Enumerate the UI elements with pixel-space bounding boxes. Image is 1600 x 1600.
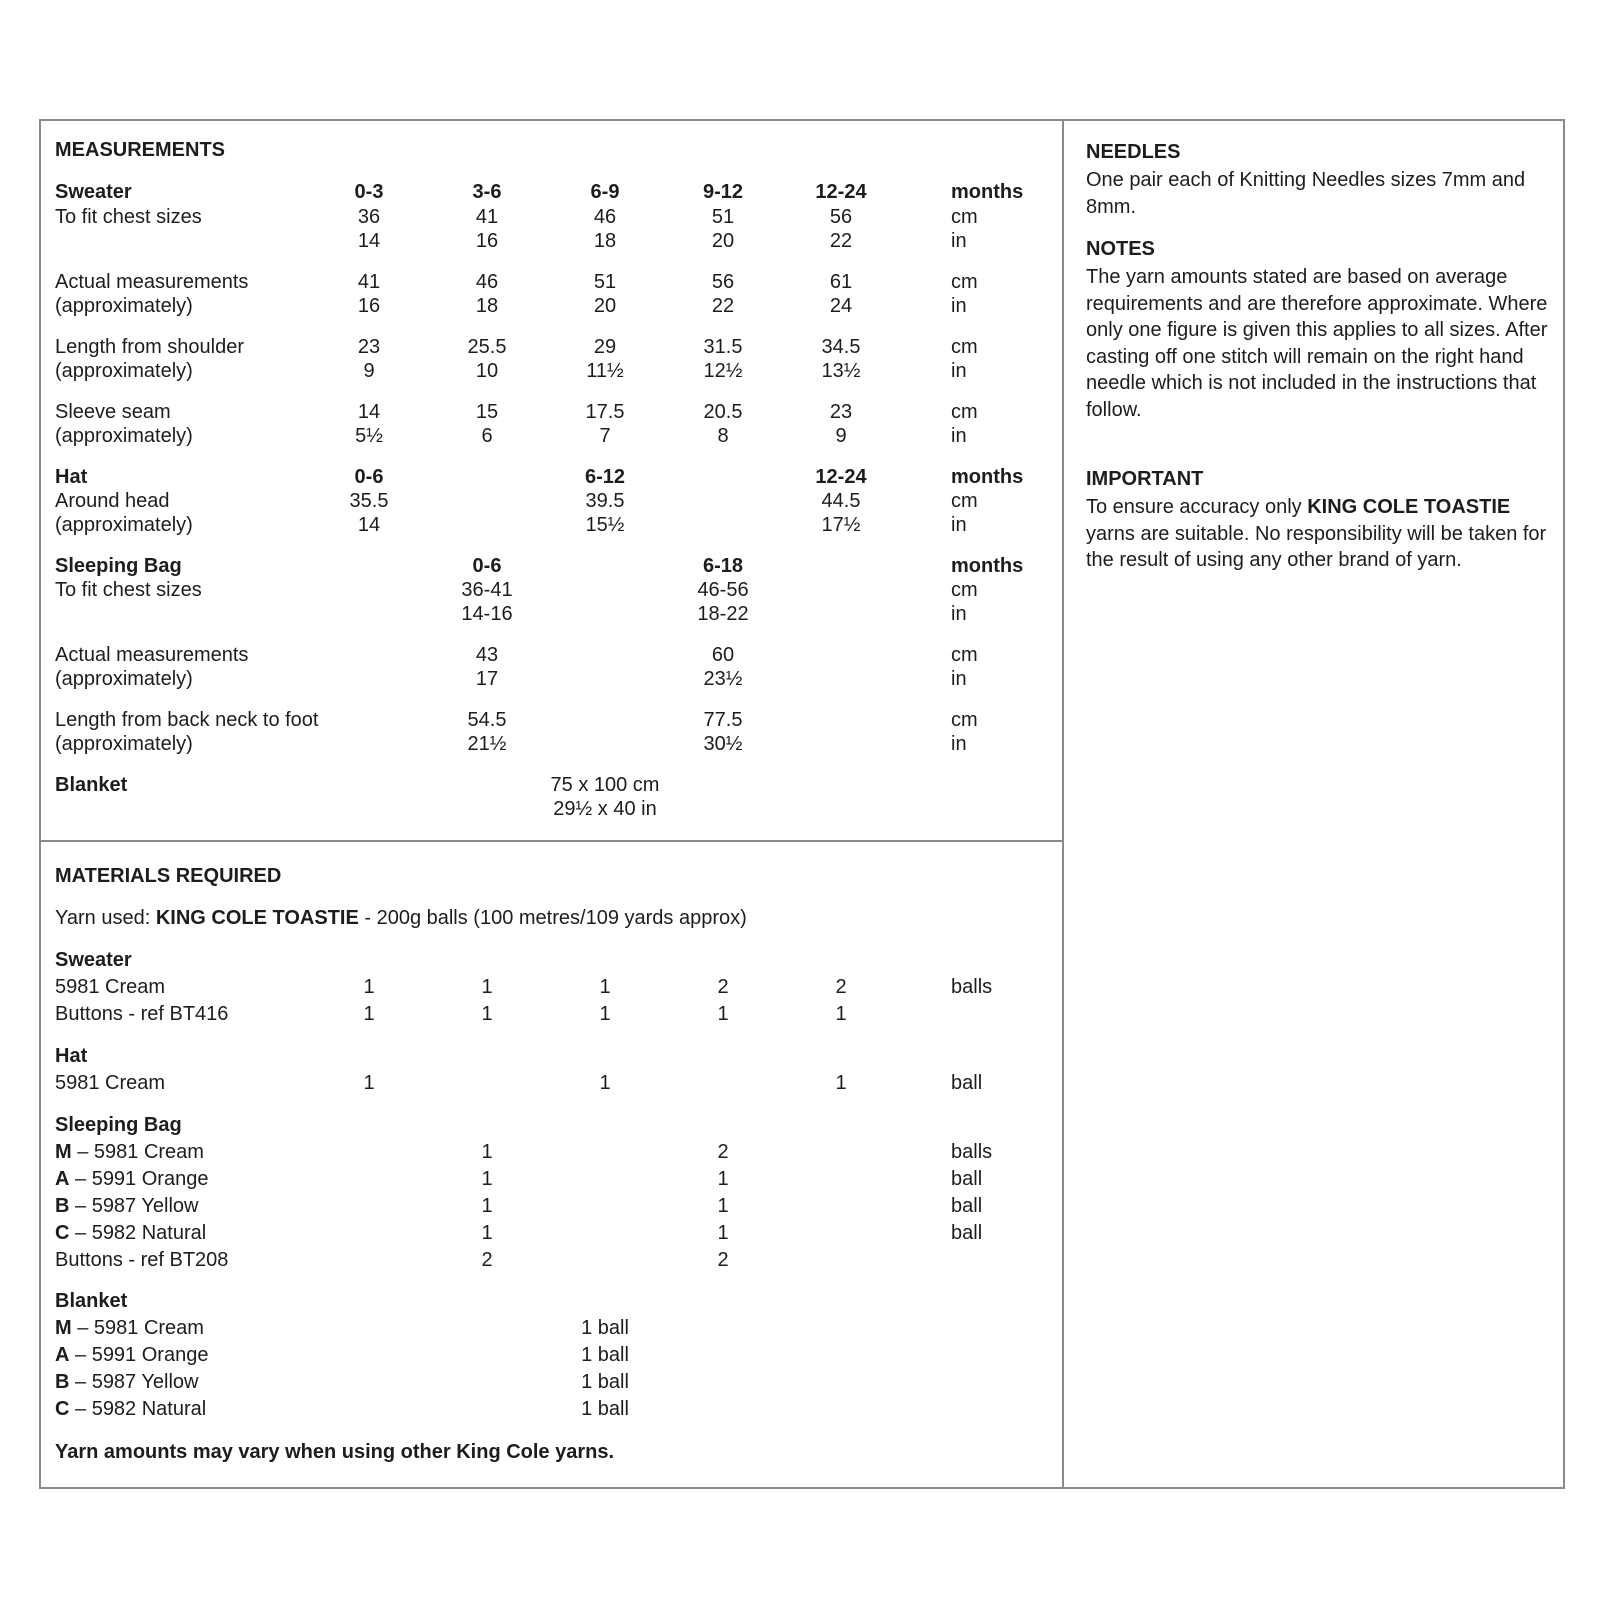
sleeping-bag-size-header: 0-6 xyxy=(472,555,502,577)
table-cell: 2 xyxy=(717,976,729,998)
unit-label: in xyxy=(951,733,967,755)
materials-row-label-text: – 5987 Yellow xyxy=(69,1195,199,1217)
sleeping-bag-chest-label: To fit chest sizes xyxy=(55,579,202,601)
table-cell: 2 xyxy=(835,976,847,998)
table-cell: 1 xyxy=(481,1168,493,1190)
table-cell: 36-41 xyxy=(461,579,513,601)
unit-label: cm xyxy=(951,336,978,358)
sweater-length-label: Length from shoulder xyxy=(55,336,245,358)
table-cell: 11½ xyxy=(586,360,624,382)
table-cell: 1 xyxy=(363,1072,375,1094)
table-cell: 35.5 xyxy=(349,490,389,512)
table-cell: 2 xyxy=(481,1249,493,1271)
table-cell: 1 xyxy=(481,1195,493,1217)
unit-label: ball xyxy=(951,1168,983,1190)
materials-row-label-text: – 5982 Natural xyxy=(69,1398,207,1420)
sweater-size-header: 9-12 xyxy=(702,181,744,203)
important-text-suffix: yarns are suitable. No responsibility will be taken for the result of using any other brand of yarn. xyxy=(1086,522,1547,571)
table-cell: 1 xyxy=(363,976,375,998)
table-cell: 56 xyxy=(711,271,735,293)
table-cell: 41 xyxy=(475,206,499,228)
table-cell: 17½ xyxy=(821,514,861,536)
sleeping-bag-actual-label: Actual measurements xyxy=(55,644,249,666)
table-cell: 8 xyxy=(717,425,729,447)
important-brand: KING COLE TOASTIE xyxy=(1307,496,1511,518)
materials-row-label-text: – 5991 Orange xyxy=(69,1344,209,1366)
blanket-label: Blanket xyxy=(55,774,128,796)
unit-label: ball xyxy=(951,1222,983,1244)
table-cell: 9 xyxy=(835,425,847,447)
table-cell: 2 xyxy=(717,1141,729,1163)
table-cell: 46 xyxy=(475,271,499,293)
materials-row-label xyxy=(55,1343,208,1367)
table-cell: 14-16 xyxy=(461,603,513,625)
sleeping-bag-length-label: Length from back neck to foot xyxy=(55,709,319,731)
table-cell: 1 xyxy=(363,1003,375,1025)
sweater-sleeve-label: Sleeve seam xyxy=(55,401,171,423)
hat-months-label: months xyxy=(951,466,1024,488)
table-cell: 18 xyxy=(475,295,499,317)
table-cell: 46-56 xyxy=(697,579,749,601)
table-cell: 51 xyxy=(593,271,617,293)
table-cell: 16 xyxy=(475,230,499,252)
sweater-label: Sweater xyxy=(55,181,132,203)
table-cell: 1 xyxy=(481,1003,493,1025)
table-cell: 1 xyxy=(717,1003,729,1025)
important-text-prefix: To ensure accuracy only xyxy=(1086,496,1308,518)
materials-row-label-code: B xyxy=(55,1195,70,1217)
table-cell: 34.5 xyxy=(821,336,861,358)
unit-label: ball xyxy=(951,1195,983,1217)
sleeping-bag-size-header: 6-18 xyxy=(702,555,744,577)
materials-row-label xyxy=(55,1370,198,1394)
materials-row-label xyxy=(55,1248,228,1272)
materials-row-label: 5981 Cream xyxy=(55,976,166,998)
unit-label: in xyxy=(951,514,967,536)
column-divider xyxy=(1062,119,1064,1489)
table-cell: 15½ xyxy=(585,514,625,536)
materials-row-label-text: – 5981 Cream xyxy=(71,1317,204,1339)
needles-heading: NEEDLES xyxy=(1086,141,1181,163)
table-cell: 22 xyxy=(829,230,853,252)
unit-label: ball xyxy=(951,1072,983,1094)
table-cell: 54.5 xyxy=(467,709,507,731)
table-cell: 2 xyxy=(717,1249,729,1271)
sweater-chest-label: To fit chest sizes xyxy=(55,206,202,228)
materials-row-label-text: – 5981 Cream xyxy=(71,1141,204,1163)
materials-row-label xyxy=(55,1140,204,1164)
materials-row-label-code: C xyxy=(55,1398,70,1420)
materials-row-label-text: – 5982 Natural xyxy=(69,1222,207,1244)
table-cell: 24 xyxy=(829,295,853,317)
materials-row-label: 5981 Cream xyxy=(55,1072,166,1094)
unit-label: in xyxy=(951,425,967,447)
table-cell: 1 xyxy=(599,1072,611,1094)
unit-label: cm xyxy=(951,579,978,601)
unit-label: in xyxy=(951,295,967,317)
materials-blanket-label: Blanket xyxy=(55,1290,128,1312)
table-cell: 23 xyxy=(357,336,381,358)
table-cell: 13½ xyxy=(821,360,861,382)
approx-label: (approximately) xyxy=(55,514,193,536)
unit-label: cm xyxy=(951,271,978,293)
unit-label: cm xyxy=(951,206,978,228)
table-cell: 51 xyxy=(711,206,735,228)
materials-sweater-label: Sweater xyxy=(55,949,132,971)
table-cell: 6 xyxy=(481,425,493,447)
materials-row-label-code: M xyxy=(55,1317,72,1339)
materials-row-label-text: Buttons - ref BT208 xyxy=(55,1249,229,1271)
table-cell: 15 xyxy=(475,401,499,423)
table-cell: 39.5 xyxy=(585,490,625,512)
table-cell: 17 xyxy=(475,668,499,690)
table-cell: 14 xyxy=(357,230,381,252)
table-cell: 10 xyxy=(475,360,499,382)
materials-row-label-code: B xyxy=(55,1371,70,1393)
blanket-size-in: 29½ x 40 in xyxy=(553,798,657,820)
table-cell: 5½ xyxy=(355,425,383,447)
table-cell: 31.5 xyxy=(703,336,743,358)
table-cell: 1 xyxy=(717,1195,729,1217)
materials-row-label xyxy=(55,1316,204,1340)
sleeping-bag-months-label: months xyxy=(951,555,1024,577)
table-cell: 1 xyxy=(717,1168,729,1190)
unit-label: in xyxy=(951,603,967,625)
unit-label: in xyxy=(951,230,967,252)
hat-size-header: 6-12 xyxy=(584,466,626,488)
materials-row-label: Buttons - ref BT416 xyxy=(55,1003,229,1025)
materials-row-label-code: M xyxy=(55,1141,72,1163)
table-cell: 18-22 xyxy=(697,603,749,625)
table-cell: 30½ xyxy=(703,733,743,755)
table-cell: 44.5 xyxy=(821,490,861,512)
needles-text: One pair each of Knitting Needles sizes 7mm and 8mm. xyxy=(1086,169,1526,218)
table-cell: 1 xyxy=(835,1072,847,1094)
unit-label: balls xyxy=(951,1141,993,1163)
yarn-used-suffix: - 200g balls (100 metres/109 yards approx) xyxy=(358,907,747,929)
sweater-size-header: 0-3 xyxy=(354,181,384,203)
table-cell: 46 xyxy=(593,206,617,228)
table-cell: 1 ball xyxy=(581,1344,629,1366)
table-cell: 1 xyxy=(717,1222,729,1244)
materials-row-label-code: A xyxy=(55,1344,70,1366)
table-cell: 60 xyxy=(711,644,735,666)
notes-text: The yarn amounts stated are based on average requirements and are therefore approximate. Where only one figure is given this applies to all sizes. After casting off one stitch will remain on the right hand needle which is not included in the instructions that follow. xyxy=(1086,266,1548,421)
table-cell: 14 xyxy=(357,514,381,536)
table-cell: 14 xyxy=(357,401,381,423)
important-heading: IMPORTANT xyxy=(1086,468,1204,490)
materials-row-label xyxy=(55,1397,206,1421)
blanket-size-cm: 75 x 100 cm xyxy=(550,774,660,796)
materials-heading: MATERIALS REQUIRED xyxy=(55,865,282,887)
sweater-actual-label: Actual measurements xyxy=(55,271,249,293)
materials-sleeping-bag-label: Sleeping Bag xyxy=(55,1114,182,1136)
materials-footer-note: Yarn amounts may vary when using other King Cole yarns. xyxy=(55,1441,615,1463)
materials-row-label xyxy=(55,1167,208,1191)
yarn-name: KING COLE TOASTIE xyxy=(155,907,359,929)
table-cell: 43 xyxy=(475,644,499,666)
table-cell: 21½ xyxy=(467,733,507,755)
table-cell: 1 ball xyxy=(581,1317,629,1339)
table-cell: 41 xyxy=(357,271,381,293)
table-cell: 1 xyxy=(481,976,493,998)
approx-label: (approximately) xyxy=(55,360,193,382)
table-cell: 7 xyxy=(599,425,611,447)
table-cell: 23½ xyxy=(703,668,743,690)
table-cell: 9 xyxy=(363,360,375,382)
approx-label: (approximately) xyxy=(55,295,193,317)
sweater-size-header: 12-24 xyxy=(815,181,867,203)
sweater-size-header: 6-9 xyxy=(590,181,620,203)
table-cell: 1 xyxy=(481,1222,493,1244)
approx-label: (approximately) xyxy=(55,425,193,447)
materials-row-label xyxy=(55,1221,206,1245)
table-cell: 56 xyxy=(829,206,853,228)
table-cell: 23 xyxy=(829,401,853,423)
sweater-size-header: 3-6 xyxy=(472,181,502,203)
unit-label: balls xyxy=(951,976,993,998)
table-cell: 16 xyxy=(357,295,381,317)
table-cell: 77.5 xyxy=(703,709,743,731)
hat-size-header: 0-6 xyxy=(354,466,384,488)
materials-row-label-code: A xyxy=(55,1168,70,1190)
table-cell: 1 xyxy=(481,1141,493,1163)
table-cell: 22 xyxy=(711,295,735,317)
important-text xyxy=(1086,494,1548,574)
table-cell: 17.5 xyxy=(585,401,625,423)
hat-size-header: 12-24 xyxy=(815,466,867,488)
table-cell: 36 xyxy=(357,206,381,228)
materials-row-label-text: – 5987 Yellow xyxy=(69,1371,199,1393)
unit-label: in xyxy=(951,668,967,690)
table-cell: 29 xyxy=(593,336,617,358)
unit-label: cm xyxy=(951,709,978,731)
approx-label: (approximately) xyxy=(55,733,193,755)
table-cell: 20.5 xyxy=(703,401,743,423)
table-cell: 1 xyxy=(599,1003,611,1025)
measurements-heading: MEASUREMENTS xyxy=(55,139,226,161)
unit-label: cm xyxy=(951,644,978,666)
hat-label: Hat xyxy=(55,466,88,488)
yarn-used-prefix: Yarn used: xyxy=(55,907,156,929)
materials-row-label-code: C xyxy=(55,1222,70,1244)
table-cell: 61 xyxy=(829,271,853,293)
unit-label: cm xyxy=(951,490,978,512)
materials-row-label xyxy=(55,1194,198,1218)
table-cell: 20 xyxy=(711,230,735,252)
notes-heading: NOTES xyxy=(1086,238,1155,260)
table-cell: 1 xyxy=(599,976,611,998)
materials-hat-label: Hat xyxy=(55,1045,88,1067)
table-cell: 18 xyxy=(593,230,617,252)
table-cell: 20 xyxy=(593,295,617,317)
approx-label: (approximately) xyxy=(55,668,193,690)
hat-head-label: Around head xyxy=(55,490,170,512)
table-cell: 1 ball xyxy=(581,1398,629,1420)
table-cell: 1 ball xyxy=(581,1371,629,1393)
table-cell: 1 xyxy=(835,1003,847,1025)
sweater-months-label: months xyxy=(951,181,1024,203)
unit-label: cm xyxy=(951,401,978,423)
unit-label: in xyxy=(951,360,967,382)
yarn-used-line xyxy=(55,906,747,930)
section-divider xyxy=(39,840,1063,842)
table-cell: 12½ xyxy=(703,360,743,382)
sleeping-bag-label: Sleeping Bag xyxy=(55,555,182,577)
table-cell: 25.5 xyxy=(467,336,507,358)
materials-row-label-text: – 5991 Orange xyxy=(69,1168,209,1190)
